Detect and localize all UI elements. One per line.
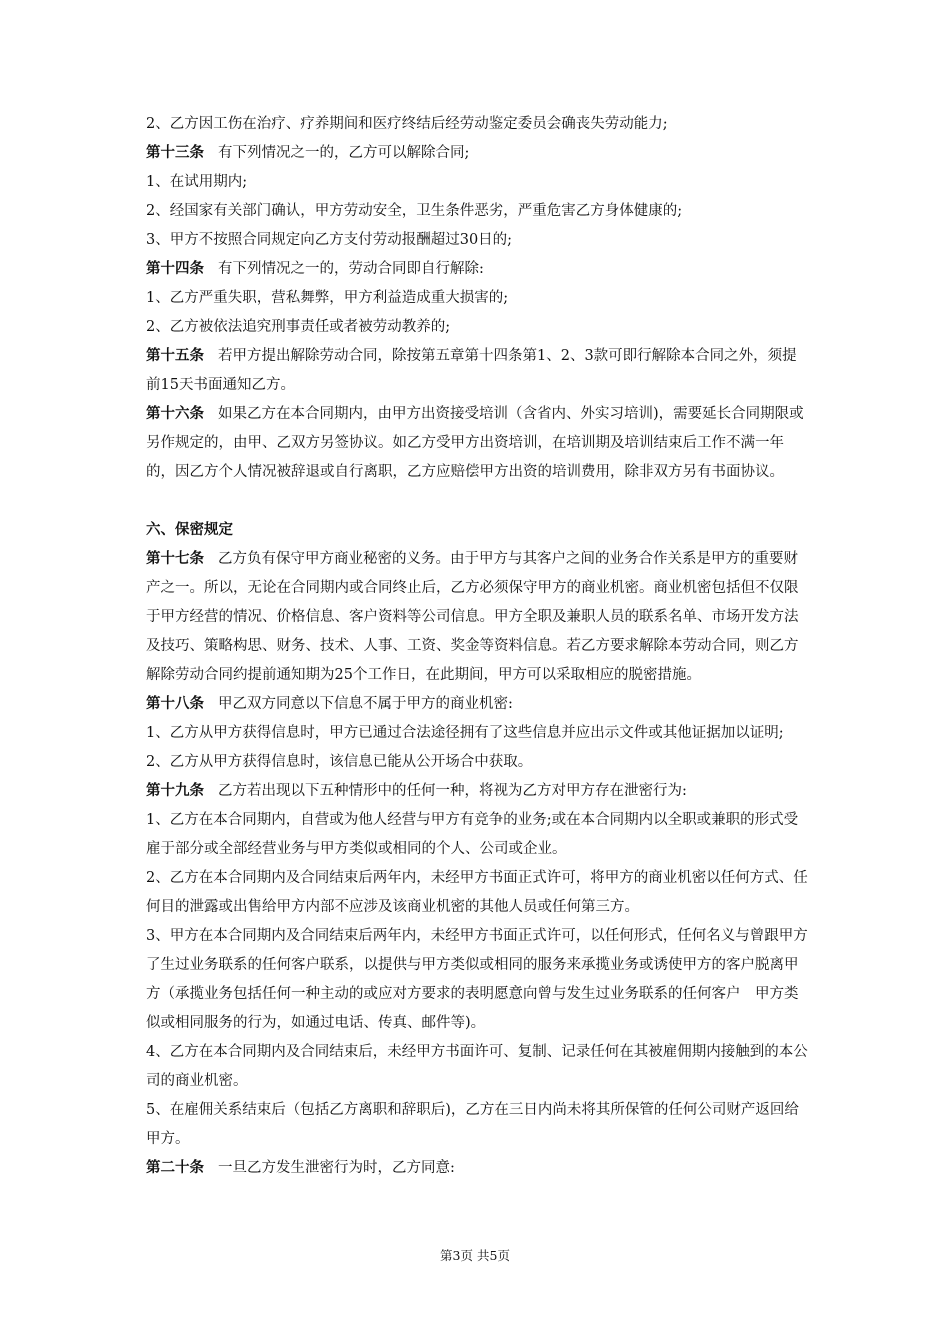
article-title: 第十三条 (146, 145, 204, 161)
page-total: 5 (489, 1248, 498, 1263)
article-19 (146, 777, 810, 806)
clause-paragraph: 2、乙方因工伤在治疗、疗养期间和医疗终结后经劳动鉴定委员会确丧失劳动能力; (146, 116, 668, 132)
clause-paragraph: 1、乙方严重失职，营私舞弊，甲方利益造成重大损害的; (146, 290, 509, 306)
footer-suffix: 页 (497, 1248, 510, 1263)
clause-paragraph: 2、经国家有关部门确认，甲方劳动安全，卫生条件恶劣，严重危害乙方身体健康的; (146, 203, 683, 219)
article-15 (146, 342, 810, 400)
article-text: 一旦乙方发生泄密行为时，乙方同意: (218, 1160, 455, 1176)
article-title: 第十六条 (146, 406, 204, 422)
article-title: 第十七条 (146, 551, 204, 567)
article-14 (146, 255, 810, 284)
clause-paragraph: 4、乙方在本合同期内及合同结束后，未经甲方书面许可、复制、记录任何在其被雇佣期内接触到的本公司的商业机密。 (146, 1044, 808, 1089)
article-text: 乙方若出现以下五种情形中的任何一种，将视为乙方对甲方存在泄密行为: (218, 783, 687, 799)
footer-prefix: 第 (440, 1248, 453, 1263)
article-13 (146, 139, 810, 168)
clause-paragraph: 1、乙方在本合同期内，自营或为他人经营与甲方有竞争的业务;或在本合同期内以全职或兼职的形式受雇于部分或全部经营业务与甲方类似或相同的个人、公司或企业。 (146, 812, 799, 857)
clause-paragraph: 1、在试用期内; (146, 174, 248, 190)
article-text: 有下列情况之一的，乙方可以解除合同; (218, 145, 470, 161)
clause-paragraph: 3、甲方不按照合同规定向乙方支付劳动报酬超过30日的; (146, 232, 513, 248)
article-title: 第十五条 (146, 348, 204, 364)
clause-paragraph: 3、甲方在本合同期内及合同结束后两年内，未经甲方书面正式许可，以任何形式，任何名义与曾跟甲方了生过业务联系的任何客户联系，以提供与甲方类似或相同的服务来承揽业务或诱使甲方的客户脱离甲方（承揽业务包括任何一种主动的或应对方要求的表明愿意向曾与发生过业务联系的任何客户 甲方类似或相同服务的行为，如通过电话、传真、邮件等)。 (146, 928, 808, 1031)
article-title: 第十四条 (146, 261, 204, 277)
section-heading: 六、保密规定 (146, 522, 233, 538)
document-body (146, 110, 810, 1183)
clause-paragraph: 5、在雇佣关系结束后（包括乙方离职和辞职后)，乙方在三日内尚未将其所保管的任何公司财产返回给甲方。 (146, 1102, 799, 1147)
clause-paragraph: 2、乙方在本合同期内及合同结束后两年内，未经甲方书面正式许可，将甲方的商业机密以任何方式、任何目的泄露或出售给甲方内部不应涉及该商业机密的其他人员或任何第三方。 (146, 870, 808, 915)
article-18 (146, 690, 810, 719)
article-text: 乙方负有保守甲方商业秘密的义务。由于甲方与其客户之间的业务合作关系是甲方的重要财产之一。所以，无论在合同期内或合同终止后，乙方必须保守甲方的商业机密。商业机密包括但不仅限于甲方经营的情况、价格信息、客户资料等公司信息。甲方全职及兼职人员的联系名单、市场开发方法及技巧、策略构思、财务、技术、人事、工资、奖金等资料信息。若乙方要求解除本劳动合同，则乙方解除劳动合同约提前通知期为25个工作日，在此期间，甲方可以采取相应的脱密措施。 (146, 551, 799, 683)
clause-paragraph: 2、乙方从甲方获得信息时，该信息已能从公开场合中获取。 (146, 754, 533, 770)
article-text: 若甲方提出解除劳动合同，除按第五章第十四条第1、2、3款可即行解除本合同之外，须提前15天书面通知乙方。 (146, 348, 797, 393)
clause-paragraph: 2、乙方被依法追究刑事责任或者被劳动教养的; (146, 319, 451, 335)
article-title: 第十八条 (146, 696, 204, 712)
article-text: 甲乙双方同意以下信息不属于甲方的商业机密: (218, 696, 513, 712)
clause-paragraph: 1、乙方从甲方获得信息时，甲方已通过合法途径拥有了这些信息并应出示文件或其他证据加以证明; (146, 725, 784, 741)
article-17 (146, 545, 810, 690)
article-20 (146, 1154, 810, 1183)
article-text: 有下列情况之一的，劳动合同即自行解除: (218, 261, 484, 277)
article-16 (146, 400, 810, 487)
page-footer (0, 1246, 950, 1264)
article-title: 第二十条 (146, 1160, 204, 1176)
article-title: 第十九条 (146, 783, 204, 799)
page-number: 3 (452, 1248, 461, 1263)
footer-mid: 页 共 (460, 1248, 490, 1263)
article-text: 如果乙方在本合同期内，由甲方出资接受培训（含省内、外实习培训)，需要延长合同期限或另作规定的，由甲、乙双方另签协议。如乙方受甲方出资培训，在培训期及培训结束后工作不满一年的，因乙方个人情况被辞退或自行离职，乙方应赔偿甲方出资的培训费用，除非双方另有书面协议。 (146, 406, 804, 480)
